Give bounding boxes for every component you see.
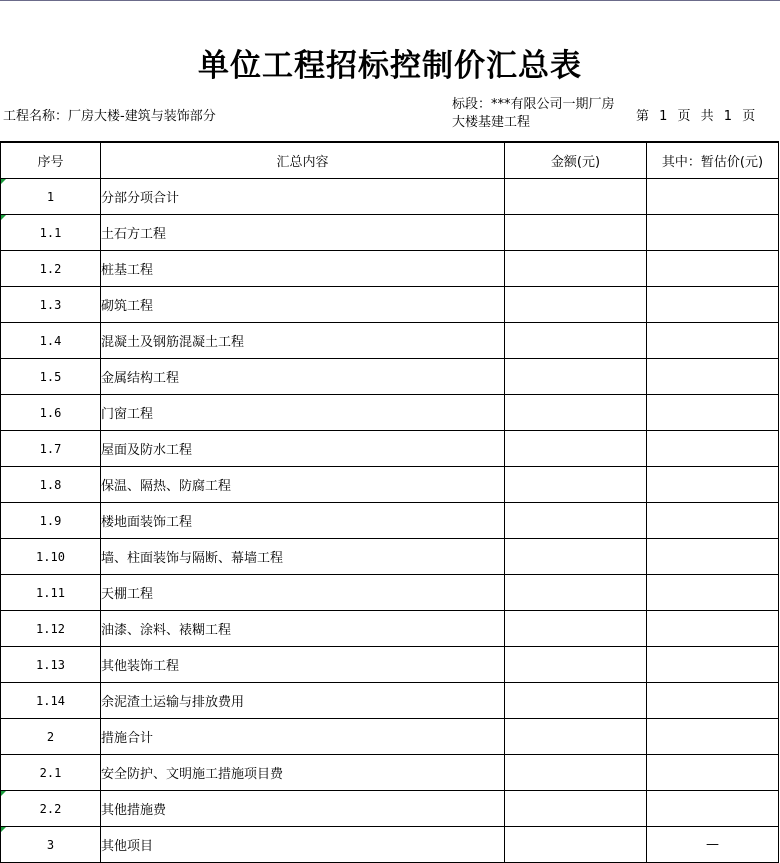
cell-provisional[interactable]	[647, 215, 779, 251]
cell-seq[interactable]	[1, 359, 101, 395]
cell-content-text: 楼地面装饰工程	[101, 515, 193, 530]
cell-seq[interactable]	[1, 755, 101, 791]
cell-provisional[interactable]	[647, 179, 779, 215]
cell-content[interactable]	[101, 539, 505, 575]
table-row	[1, 683, 779, 719]
table-row	[1, 179, 779, 215]
cell-provisional[interactable]	[647, 791, 779, 827]
table-row	[1, 359, 779, 395]
document-title: 单位工程招标控制价汇总表	[198, 48, 582, 84]
cell-amount[interactable]	[505, 179, 647, 215]
cell-content[interactable]	[101, 719, 505, 755]
cell-content-text: 其他措施费	[101, 803, 167, 818]
cell-content[interactable]	[101, 791, 505, 827]
cell-seq-text: 1.10	[36, 549, 65, 564]
cell-seq[interactable]	[1, 215, 101, 251]
cell-provisional[interactable]	[647, 503, 779, 539]
table-row	[1, 719, 779, 755]
cell-provisional[interactable]	[647, 755, 779, 791]
cell-seq[interactable]	[1, 251, 101, 287]
cell-content[interactable]	[101, 215, 505, 251]
table-row	[1, 251, 779, 287]
cell-provisional[interactable]	[647, 539, 779, 575]
cell-content-text: 油漆、涂料、裱糊工程	[101, 623, 232, 638]
cell-content[interactable]	[101, 251, 505, 287]
cell-content-text: 余泥渣土运输与排放费用	[101, 695, 245, 710]
cell-amount[interactable]	[505, 503, 647, 539]
cell-indicator-mark	[1, 791, 6, 796]
cell-content-text: 分部分项合计	[101, 191, 180, 206]
cell-seq[interactable]	[1, 503, 101, 539]
cell-seq-text: 1.8	[39, 477, 62, 492]
cell-content-text: 混凝土及钢筋混凝土工程	[101, 335, 245, 350]
cell-seq[interactable]	[1, 323, 101, 359]
page-info: 第 1 页 共 1 页	[636, 109, 756, 124]
cell-indicator-mark	[1, 215, 6, 220]
cell-provisional[interactable]	[647, 683, 779, 719]
table-body	[1, 179, 779, 863]
cell-seq-text: 1.12	[36, 621, 65, 636]
table-row	[1, 323, 779, 359]
cell-indicator-mark	[1, 179, 6, 184]
cell-amount[interactable]	[505, 359, 647, 395]
cell-provisional-text: —	[706, 837, 719, 852]
table-row	[1, 431, 779, 467]
cell-amount[interactable]	[505, 539, 647, 575]
table-row	[1, 827, 779, 863]
cell-seq-text: 1.9	[39, 513, 62, 528]
cell-content[interactable]	[101, 467, 505, 503]
header-content[interactable]: 汇总内容	[101, 142, 505, 179]
table-row	[1, 215, 779, 251]
cell-seq-text: 1.1	[39, 225, 62, 240]
cell-provisional[interactable]	[647, 827, 779, 863]
cell-content-text: 其他装饰工程	[101, 659, 180, 674]
cell-amount[interactable]	[505, 395, 647, 431]
cell-seq[interactable]	[1, 395, 101, 431]
cell-amount[interactable]	[505, 215, 647, 251]
cell-amount[interactable]	[505, 251, 647, 287]
cell-seq[interactable]	[1, 179, 101, 215]
cell-provisional[interactable]	[647, 647, 779, 683]
cell-provisional[interactable]	[647, 251, 779, 287]
table-row	[1, 467, 779, 503]
cell-seq-text: 1	[46, 189, 55, 204]
cell-content[interactable]	[101, 395, 505, 431]
cell-content-text: 措施合计	[101, 731, 154, 746]
cell-indicator-mark	[1, 827, 6, 832]
cell-seq-text: 1.14	[36, 693, 65, 708]
cell-amount[interactable]	[505, 683, 647, 719]
cell-content[interactable]	[101, 611, 505, 647]
cell-amount[interactable]	[505, 755, 647, 791]
table-header-row	[1, 142, 779, 179]
cell-amount[interactable]	[505, 323, 647, 359]
cell-seq-text: 1.7	[39, 441, 62, 456]
cell-content-text: 土石方工程	[101, 227, 167, 242]
cell-seq[interactable]	[1, 683, 101, 719]
cell-content-text: 安全防护、文明施工措施项目费	[101, 767, 284, 782]
cell-content[interactable]	[101, 755, 505, 791]
cell-content[interactable]	[101, 683, 505, 719]
cell-seq-text: 1.4	[39, 333, 62, 348]
cell-seq[interactable]	[1, 719, 101, 755]
cell-amount[interactable]	[505, 647, 647, 683]
cell-seq[interactable]	[1, 287, 101, 323]
table-row	[1, 611, 779, 647]
cell-content[interactable]	[101, 359, 505, 395]
cell-seq-text: 1.11	[36, 585, 65, 600]
cell-seq[interactable]	[1, 575, 101, 611]
table-row	[1, 287, 779, 323]
cell-provisional[interactable]	[647, 575, 779, 611]
cell-amount[interactable]	[505, 467, 647, 503]
cell-content-text: 桩基工程	[101, 263, 154, 278]
top-border-line	[0, 0, 780, 1]
cell-seq[interactable]	[1, 611, 101, 647]
cell-amount[interactable]	[505, 827, 647, 863]
cell-provisional[interactable]	[647, 287, 779, 323]
cell-provisional[interactable]	[647, 359, 779, 395]
cell-provisional[interactable]	[647, 323, 779, 359]
cell-amount[interactable]	[505, 791, 647, 827]
cell-content[interactable]	[101, 575, 505, 611]
cell-seq-text: 1.6	[39, 405, 62, 420]
header-seq[interactable]: 序号	[1, 142, 101, 179]
cell-seq[interactable]	[1, 647, 101, 683]
cell-provisional[interactable]	[647, 611, 779, 647]
cell-content-text: 屋面及防水工程	[101, 443, 193, 458]
cell-seq-text: 1.13	[36, 657, 65, 672]
cell-content-text: 门窗工程	[101, 407, 154, 422]
cell-amount[interactable]	[505, 575, 647, 611]
cell-seq[interactable]	[1, 791, 101, 827]
cell-seq-text: 1.3	[39, 297, 62, 312]
cell-seq[interactable]	[1, 467, 101, 503]
cell-content-text: 天棚工程	[101, 587, 154, 602]
cell-content-text: 墙、柱面装饰与隔断、幕墙工程	[101, 551, 284, 566]
cell-content[interactable]	[101, 323, 505, 359]
table-row	[1, 575, 779, 611]
cell-provisional[interactable]	[647, 467, 779, 503]
cell-amount[interactable]	[505, 431, 647, 467]
cell-content-text: 金属结构工程	[101, 371, 180, 386]
cell-content-text: 其他项目	[101, 839, 154, 854]
table-row	[1, 395, 779, 431]
cell-provisional[interactable]	[647, 395, 779, 431]
cell-seq-text: 1.5	[39, 369, 62, 384]
cell-content[interactable]	[101, 503, 505, 539]
cell-content-text: 保温、隔热、防腐工程	[101, 479, 232, 494]
cell-seq-text: 1.2	[39, 261, 62, 276]
project-name: 工程名称：厂房大楼-建筑与装饰部分	[3, 109, 216, 124]
cell-seq[interactable]	[1, 431, 101, 467]
header-provisional[interactable]: 其中：暂估价(元)	[647, 142, 779, 179]
cell-amount[interactable]	[505, 719, 647, 755]
cell-content[interactable]	[101, 647, 505, 683]
cell-content-text: 砌筑工程	[101, 299, 154, 314]
cell-seq-text: 2.1	[39, 765, 62, 780]
cell-seq[interactable]	[1, 827, 101, 863]
cell-content[interactable]	[101, 827, 505, 863]
table-row	[1, 791, 779, 827]
table-row	[1, 647, 779, 683]
table-row	[1, 503, 779, 539]
table-row	[1, 539, 779, 575]
header-amount[interactable]: 金额(元)	[505, 142, 647, 179]
cell-content[interactable]	[101, 287, 505, 323]
cell-amount[interactable]	[505, 287, 647, 323]
cell-seq-text: 2	[46, 729, 55, 744]
cell-provisional[interactable]	[647, 719, 779, 755]
table-row	[1, 755, 779, 791]
cell-provisional[interactable]	[647, 431, 779, 467]
cell-amount[interactable]	[505, 611, 647, 647]
cell-content[interactable]	[101, 179, 505, 215]
cell-seq-text: 2.2	[39, 801, 62, 816]
cell-seq-text: 3	[46, 837, 55, 852]
cell-seq[interactable]	[1, 539, 101, 575]
cell-content[interactable]	[101, 431, 505, 467]
summary-table	[0, 141, 779, 863]
section-info: 标段：***有限公司一期厂房大楼基建工程	[452, 97, 615, 130]
